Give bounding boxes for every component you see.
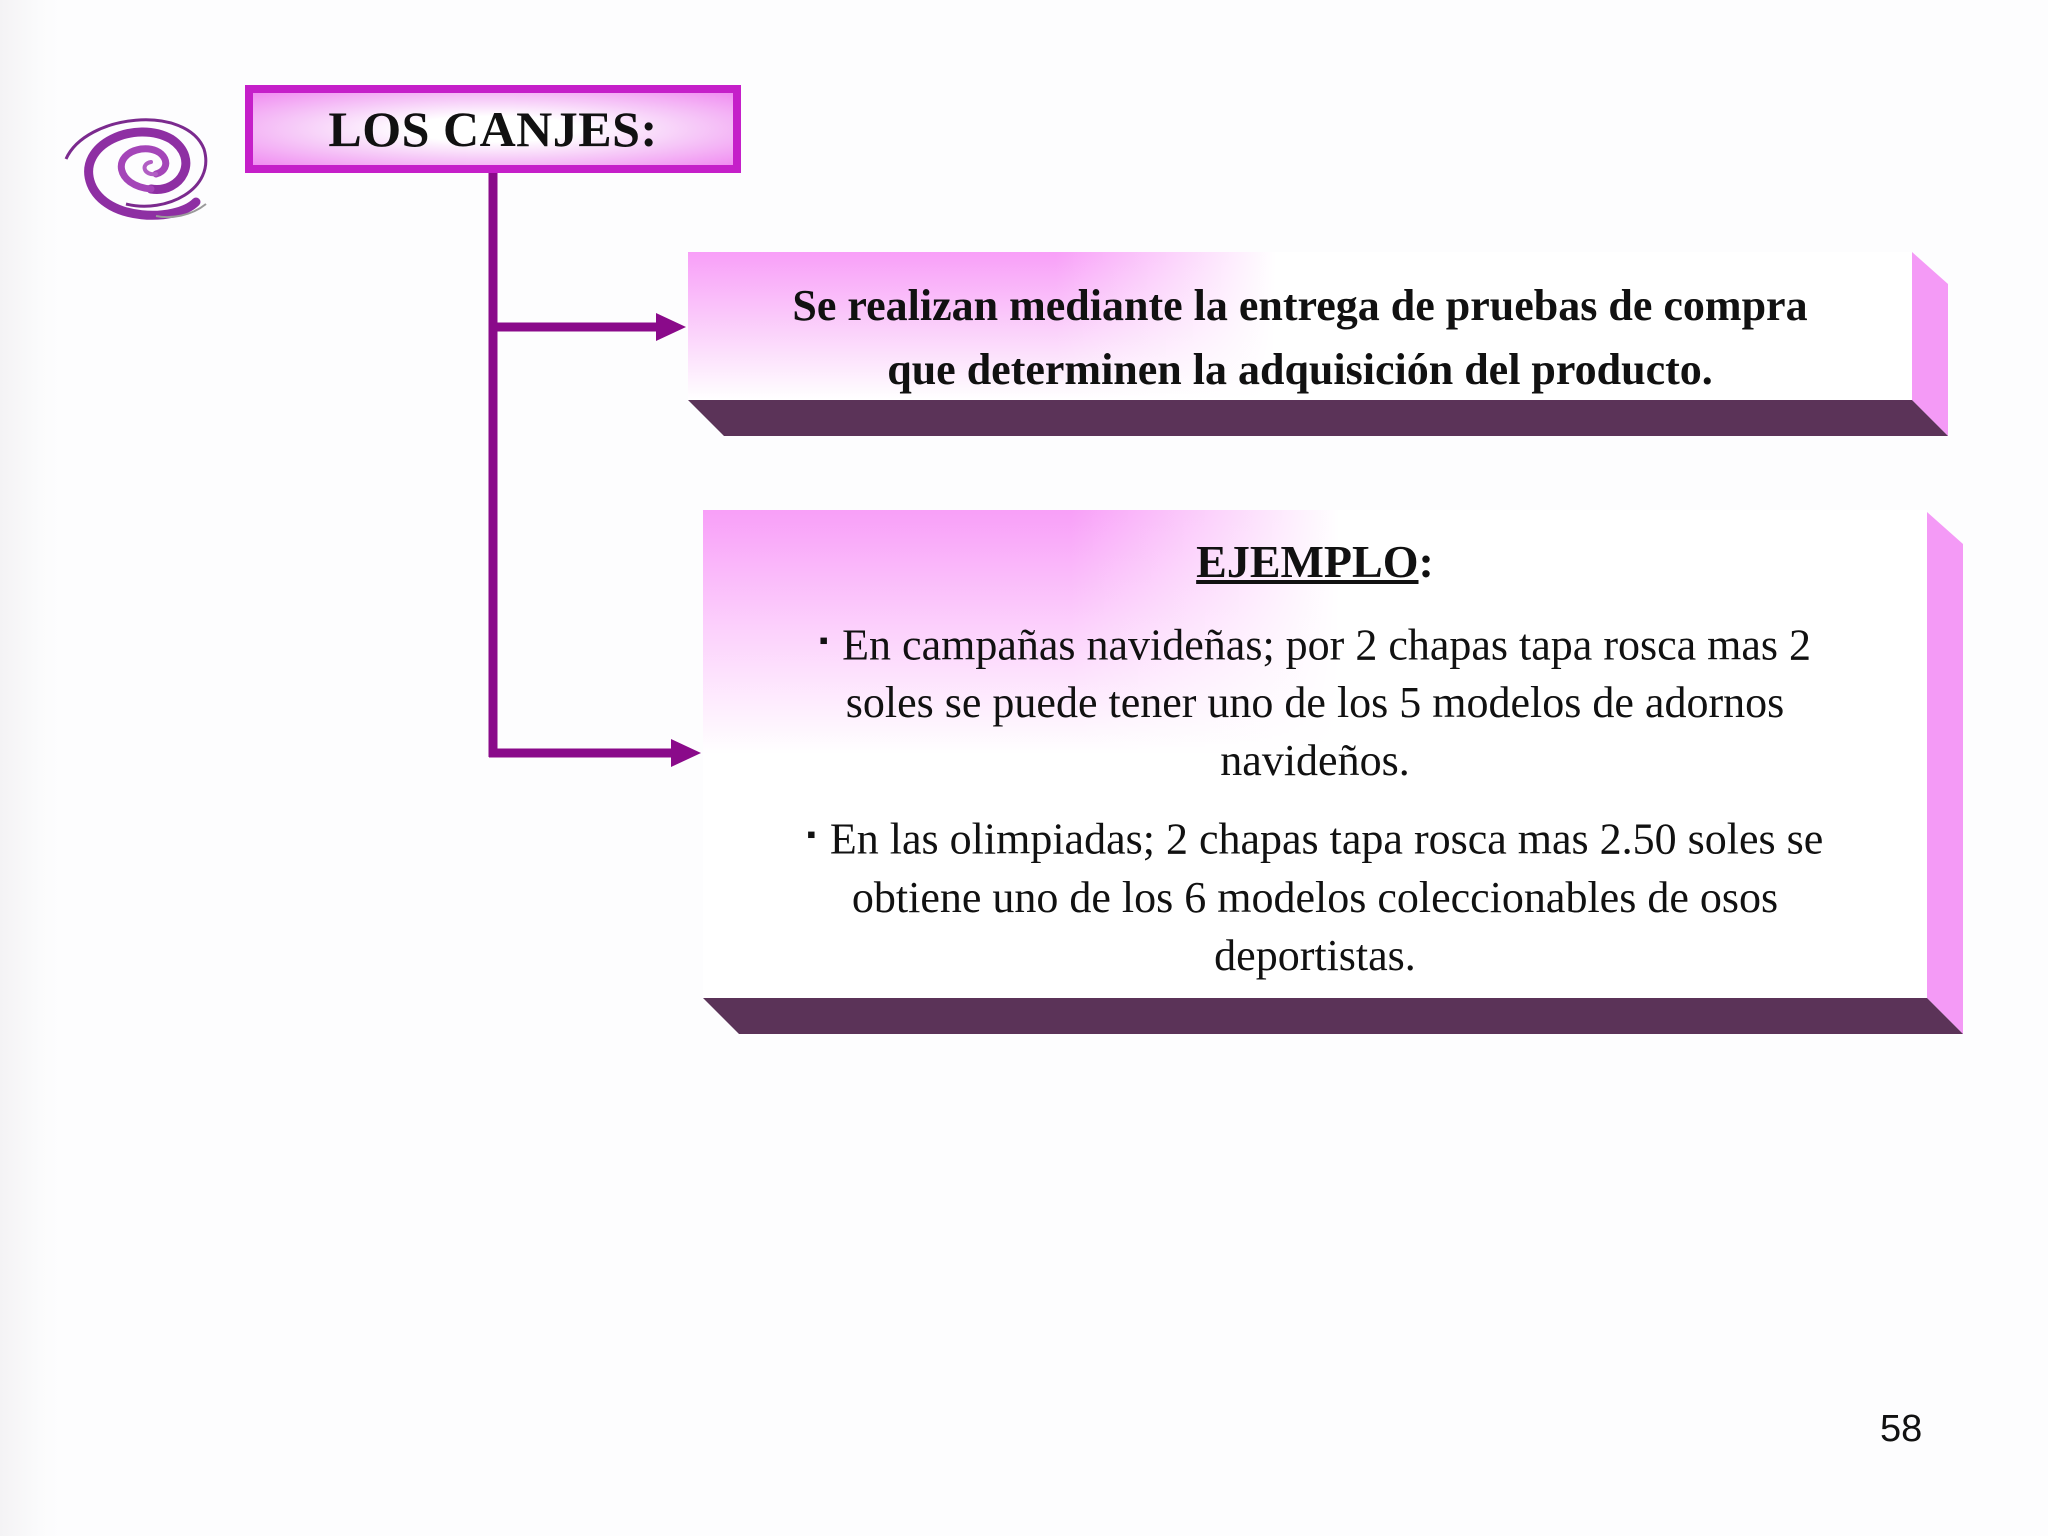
arrow-head-1 xyxy=(656,313,686,341)
definition-card-face xyxy=(688,252,1912,400)
definition-text xyxy=(688,274,1912,402)
page-number: 58 xyxy=(1880,1408,1923,1450)
bullet-2-line-3: deportistas. xyxy=(1214,930,1416,980)
example-bullet-2 xyxy=(703,806,1927,984)
example-bullet-1 xyxy=(703,612,1927,790)
definition-line-1: Se realizan mediante la entrega de pruebas de compra xyxy=(792,281,1808,330)
definition-line-2: que determinen la adquisición del producto. xyxy=(887,345,1713,394)
bullet-square-icon: ▪ xyxy=(806,820,816,850)
bullet-1-line-1: En campañas navideñas; por 2 chapas tapa rosca mas 2 xyxy=(842,620,1812,670)
example-heading-colon: : xyxy=(1418,536,1434,587)
bullet-square-icon: ▪ xyxy=(818,626,829,655)
example-heading-text: EJEMPLO xyxy=(1196,536,1419,587)
bullet-1-line-2: soles se puede tener uno de los 5 modelos de adornos xyxy=(845,678,1785,728)
example-card-face xyxy=(703,510,1927,998)
bullet-2-line-2: obtiene uno de los 6 modelos coleccionables de osos xyxy=(851,872,1779,922)
page-title: LOS CANJES: xyxy=(328,101,658,157)
bullet-1-line-3: navideños. xyxy=(1220,736,1410,786)
bullet-2-line-1: En las olimpiadas; 2 chapas tapa rosca mas 2.50 soles se xyxy=(829,814,1824,864)
arrow-head-2 xyxy=(671,739,701,767)
example-content xyxy=(703,528,1927,985)
example-heading xyxy=(703,528,1927,596)
